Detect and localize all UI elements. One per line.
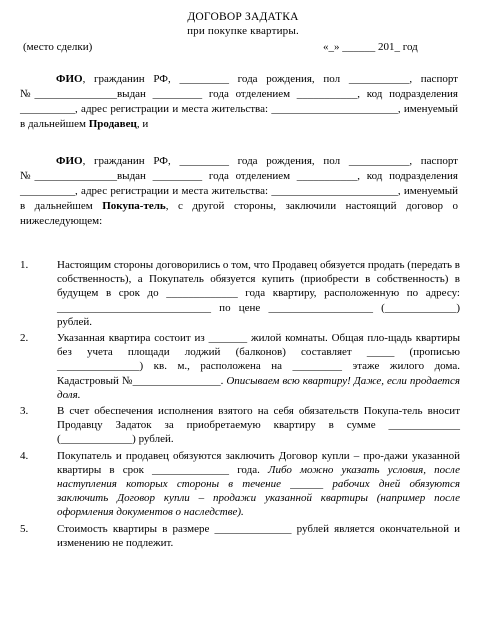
seller-tail: , и	[136, 118, 149, 131]
document-title: ДОГОВОР ЗАДАТКА	[187, 11, 299, 23]
buyer-tail: , с другой стороны, заключили настоящий договор о нижеследующем:	[20, 200, 458, 228]
buyer-details: , гражданин РФ, _________ года рождения, пол ___________, паспорт №_______________выдан _________ года отделением ___________, код подразделения __________, адрес регистрации и места жительства: _______________________, именуемый в дальнейшем	[20, 155, 458, 213]
buyer-fio-label: ФИО	[56, 155, 83, 167]
item-note: Описываем всю квартиру! Даже, если продается доля.	[57, 374, 460, 401]
seller-role: Продавец	[88, 118, 137, 131]
item-number: 3.	[20, 405, 29, 418]
item-text: Стоимость квартиры в размере ______________ рублей является окончательной и изменению не подлежит.	[57, 522, 460, 549]
list-item	[20, 404, 460, 447]
item-number: 5.	[20, 522, 29, 535]
buyer-paragraph	[20, 154, 458, 229]
item-text: В счет обеспечения исполнения взятого на себя обязательств Покупа-тель вносит Продавцу Задаток за приобретаемую квартиру в сумме _____________ (_____________) рублей.	[57, 405, 460, 446]
list-item	[20, 449, 460, 520]
item-number: 2.	[20, 332, 29, 345]
item-text: Настоящим стороны договорились о том, что Продавец обязуется продать (передать в собственность), а Покупатель обязуется купить (приобрести в собственность) в будущем в срок до _____________ года квартиру, расположенную по адресу: ____________________________ по цене ___________________ (_____________) рублей.	[57, 259, 460, 328]
document-subtitle: при покупке квартиры.	[187, 25, 299, 37]
item-text: Покупатель и продавец обязуются заключить Договор купли – про-дажи указанной квартиры в срок ______________ года.	[57, 449, 460, 476]
deal-date: «_» ______ 201_ год	[323, 41, 418, 53]
terms-list	[20, 258, 460, 550]
list-item	[20, 258, 460, 329]
item-text: Указанная квартира состоит из _______ жилой комнаты. Общая пло-щадь квартиры без учета площади лоджий (балконов) составляет _____ (прописью _______________) кв. м., расположена на _________ этаже жилого дома. Кадастровый №________________.	[57, 332, 460, 387]
list-item	[20, 331, 460, 402]
item-note: Либо можно указать условия, после наступления которых стороны в течение ______ рабочих дней обязуются заключить Договор купли – продажи указанной квартиры (например после оформления документов о наследстве).	[57, 463, 460, 519]
seller-fio-label: ФИО	[56, 73, 83, 85]
place-of-deal: (место сделки)	[23, 41, 93, 53]
buyer-role: Покупа-тель	[102, 200, 166, 213]
item-number: 4.	[20, 449, 29, 462]
item-number: 1.	[20, 259, 29, 271]
list-item	[20, 522, 460, 550]
seller-paragraph	[20, 72, 458, 132]
seller-details: , гражданин РФ, _________ года рождения, пол ___________, паспорт №_______________выдан _________ года отделением ___________, код подразделения __________, адрес регистрации и места жительства: _______________________, именуемый в дальнейшем	[20, 73, 458, 131]
